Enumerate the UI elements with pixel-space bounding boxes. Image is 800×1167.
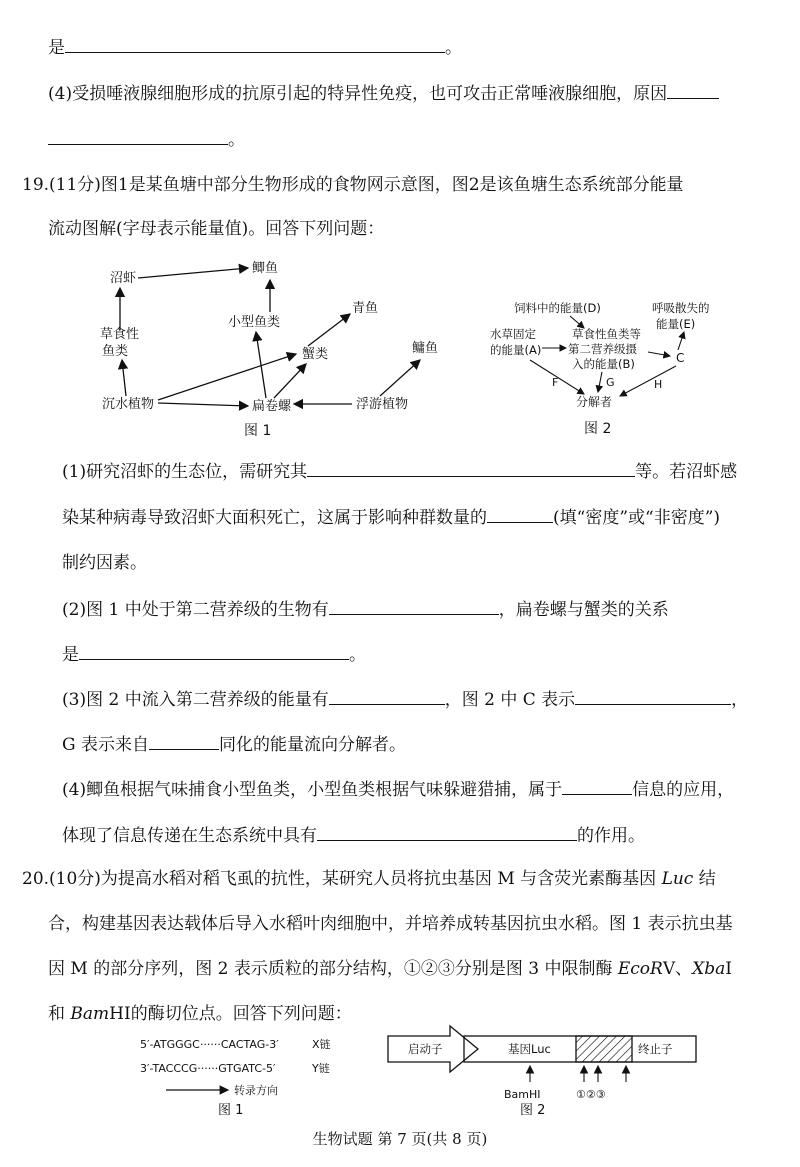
gene-luc-label: 基因Luc (508, 1042, 551, 1056)
node-crucian: 鲫鱼 (252, 261, 279, 276)
node-crab: 蟹类 (302, 347, 329, 362)
node-shrimp: 沼虾 (110, 271, 137, 286)
question-19-3: (3)图 2 中流入第二营养级的能量有 ，图 2 中 C 表示 ， (62, 690, 749, 710)
question-19-stem: 19.(11分)图1是某鱼塘中部分生物形成的食物网示意图，图2是该鱼塘生态系统部分能量 (22, 175, 684, 195)
label-g: G (606, 376, 615, 389)
question-20-stem: 和 BamHⅠ的酶切位点。回答下列问题： (48, 1004, 352, 1024)
question-19-4: (4)鲫鱼根据气味捕食小型鱼类，小型鱼类根据气味躲避猎捕，属于 信息的应用， (62, 780, 735, 800)
x-strand-label: X链 (312, 1038, 331, 1051)
respiration-energy: 呼吸散失的 (652, 301, 710, 315)
node-c: C (676, 351, 685, 365)
answer-blank[interactable] (149, 733, 219, 750)
answer-blank[interactable] (79, 643, 349, 660)
gene-plasmid-diagram (140, 1020, 720, 1120)
answer-blank[interactable] (575, 688, 731, 705)
answer-blank[interactable] (329, 598, 499, 615)
answer-blank[interactable] (307, 460, 635, 477)
second-level-intake: 草食性鱼类等 (572, 327, 641, 341)
label-f: F (552, 376, 559, 389)
y-strand-label: Y链 (312, 1062, 330, 1075)
node-small-fish: 小型鱼类 (228, 315, 281, 330)
answer-blank[interactable] (317, 824, 577, 841)
node-herb-fish: 鱼类 (102, 344, 129, 359)
respiration-energy: 能量(E) (656, 317, 696, 331)
question-19-2: (2)图 1 中处于第二营养级的生物有 ，扁卷螺与蟹类的关系 (62, 600, 669, 620)
question-19-stem: 流动图解(字母表示能量值)。回答下列问题： (48, 219, 385, 239)
node-bighead: 鳙鱼 (412, 341, 439, 356)
figure-2-caption: 图 2 (520, 1103, 546, 1118)
energy-flow-diagram (480, 292, 730, 422)
question-19-3: G 表示来自 同化的能量流向分解者。 (62, 735, 406, 755)
question-19-1: 染某种病毒导致沼虾大面积死亡，这属于影响种群数量的 (填“密度”或“非密度”) (62, 508, 721, 528)
label-h: H (654, 378, 663, 391)
second-level-intake: 入的能量(B) (572, 357, 635, 371)
food-web-arrows (120, 268, 420, 406)
question-19-4: 体现了信息传递在生态系统中具有 的作用。 (62, 826, 645, 846)
promoter-label: 启动子 (408, 1042, 443, 1056)
sequence-x: 5′-ATGGGC······CACTAG-3′ (140, 1038, 279, 1051)
answer-blank[interactable] (65, 36, 445, 53)
text-line: 。 (48, 128, 245, 151)
answer-blank[interactable] (329, 688, 445, 705)
figure-1-caption: 图 1 (218, 1103, 244, 1118)
answer-blank[interactable] (667, 82, 719, 99)
page-footer: 生物试题 第 7 页(共 8 页) (312, 1130, 488, 1148)
figure-2-caption: 图 2 (584, 421, 612, 437)
gene-m-insert-region (576, 1036, 632, 1062)
question-20-stem: 合，构建基因表达载体后导入水稻叶肉细胞中，并培养成转基因抗虫水稻。图 1 表示抗虫基 (48, 914, 733, 934)
fixed-energy: 的能量(A) (490, 343, 542, 357)
question-19-1: (1)研究沼虾的生态位，需研究其 等。若沼虾感 (62, 462, 738, 482)
question-20-stem: 20.(10分)为提高水稻对稻飞虱的抗性，某研究人员将抗虫基因 M 与含荧光素酶基因 Luc 结 (22, 869, 716, 889)
node-silver-carp: 青鱼 (352, 301, 379, 316)
direction-label: 转录方向 (234, 1084, 278, 1097)
figure-1-caption: 图 1 (244, 423, 272, 439)
node-plankton: 浮游植物 (356, 397, 409, 412)
node-herb-fish: 草食性 (100, 327, 140, 342)
restriction-sites-label: ①②③ (576, 1088, 606, 1101)
decomposer: 分解者 (576, 395, 613, 409)
fixed-energy: 水草固定 (490, 327, 536, 341)
answer-blank[interactable] (562, 778, 632, 795)
sequence-y: 3′-TACCCG······GTGATC-5′ (140, 1062, 276, 1075)
text-line: (4)受损唾液腺细胞形成的抗原引起的特异性免疫，也可攻击正常唾液腺细胞，原因 (48, 82, 719, 105)
node-plants: 沉水植物 (102, 397, 155, 412)
second-level-intake: 第二营养级摄 (568, 342, 637, 356)
answer-blank[interactable] (48, 128, 228, 145)
terminator-label: 终止子 (638, 1042, 673, 1056)
question-19-1: 制约因素。 (62, 553, 147, 573)
node-snail: 扁卷螺 (252, 399, 292, 414)
feed-energy: 饲料中的能量(D) (514, 301, 601, 315)
answer-blank[interactable] (487, 506, 553, 523)
bamhi-label: BamHⅠ (504, 1088, 541, 1101)
question-19-2: 是 。 (62, 645, 366, 665)
question-20-stem: 因 M 的部分序列，图 2 表示质粒的部分结构，①②③分别是图 3 中限制酶 EcoRⅤ、XbaⅠ (48, 959, 732, 979)
text-line: 是 。 (48, 38, 462, 58)
